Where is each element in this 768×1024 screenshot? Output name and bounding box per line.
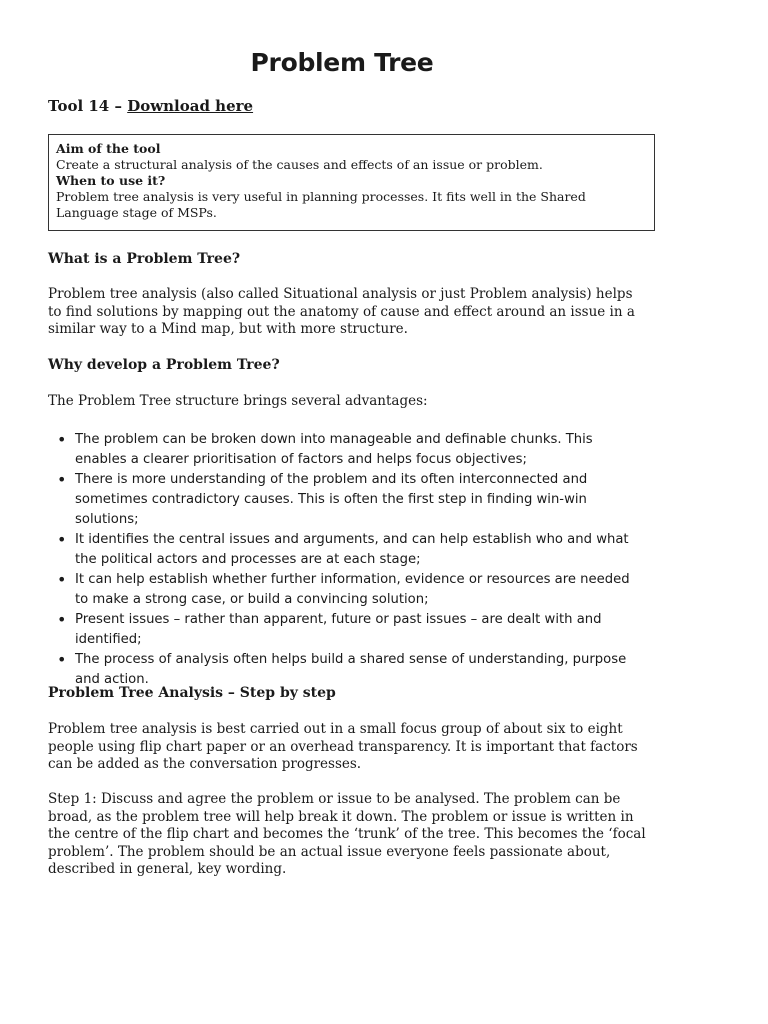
- list-item: • It can help establish whether further information, evidence or resources are needed to make a strong case, or build a convincing solution;: [57, 570, 647, 610]
- tool-line: [48, 97, 253, 115]
- download-link[interactable]: Download here: [127, 97, 254, 115]
- list-item: • The problem can be broken down into manageable and definable chunks. This enables a clearer prioritisation of factors and helps focus objectives;: [57, 430, 647, 470]
- why-intro: The Problem Tree structure brings several advantages:: [48, 393, 428, 409]
- what-paragraph: Problem tree analysis (also called Situational analysis or just Problem analysis) helps to find solutions by mapping out the anatomy of cause and effect around an issue in a similar way to a Mind map, but with more structure.: [48, 286, 635, 337]
- when-text: Problem tree analysis is very useful in planning processes. It fits well in the Shared Language stage of MSPs.: [56, 189, 586, 220]
- aim-text: Create a structural analysis of the causes and effects of an issue or problem.: [56, 157, 543, 172]
- step1-paragraph: Step 1: Discuss and agree the problem or issue to be analysed. The problem can be broad, as the problem tree will help break it down. The problem or issue is written in the centre of the flip chart and becomes the ‘trunk’ of the tree. This becomes the ‘focal problem’. The problem should be an actual issue everyone feels passionate about, described in general, key wording.: [48, 791, 646, 877]
- aim-box: [48, 134, 655, 231]
- advantages-list: [57, 430, 647, 690]
- what-heading: What is a Problem Tree?: [48, 251, 241, 267]
- list-item: • Present issues – rather than apparent, future or past issues – are dealt with and identified;: [57, 610, 647, 650]
- steps-intro: Problem tree analysis is best carried out in a small focus group of about six to eight people using flip chart paper or an overhead transparency. It is important that factors can be added as the conversation progresses.: [48, 721, 638, 772]
- steps-heading: Problem Tree Analysis – Step by step: [48, 685, 336, 701]
- list-item: • It identifies the central issues and arguments, and can help establish who and what the political actors and processes are at each stage;: [57, 530, 647, 570]
- tool-number: Tool 14 –: [48, 97, 128, 115]
- aim-heading: Aim of the tool: [56, 141, 161, 156]
- list-item: • The process of analysis often helps build a shared sense of understanding, purpose and action.: [57, 650, 647, 690]
- list-item: • There is more understanding of the problem and its often interconnected and sometimes contradictory causes. This is often the first step in finding win-win solutions;: [57, 470, 647, 530]
- page-title: Problem Tree: [250, 48, 434, 77]
- why-heading: Why develop a Problem Tree?: [48, 357, 280, 373]
- when-heading: When to use it?: [56, 173, 166, 188]
